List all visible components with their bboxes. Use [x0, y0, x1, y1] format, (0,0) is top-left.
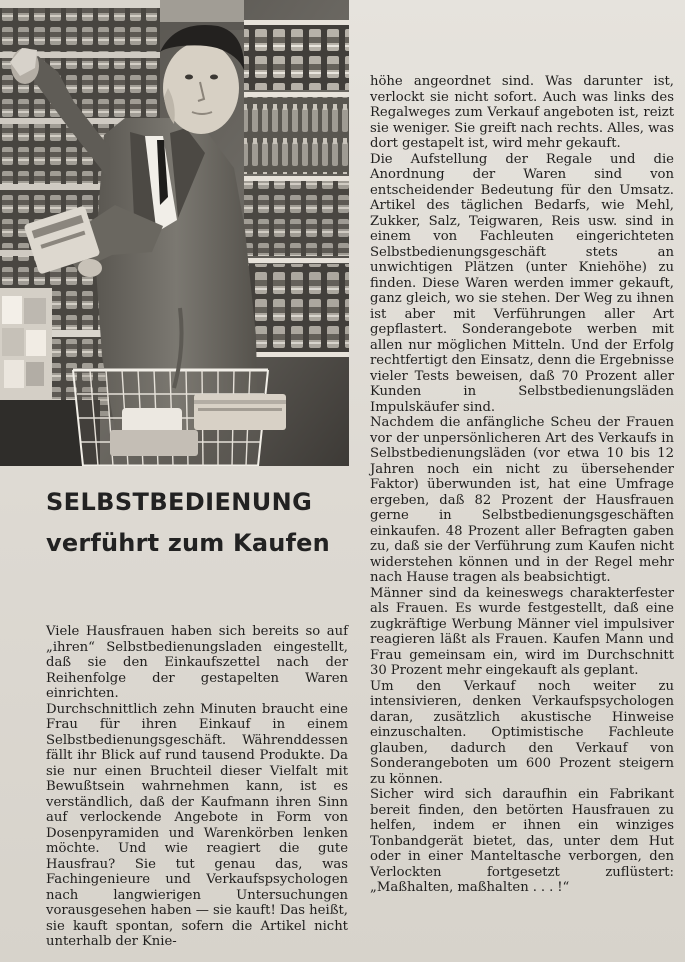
right-paragraph-6: Sicher wird sich daraufhin ein Fabrikant bereit finden, den betörten Hausfrauen zu helfen, indem er ihnen ein winziges Tonbandgerät bietet, das, unter dem Hut oder in einer Manteltasche verborgen, den Verlockten fortgesetzt zuflüstert: „Maßhalten, maßhalten . . . !“	[370, 787, 674, 895]
left-paragraph-2: Durchschnittlich zehn Minuten braucht eine Frau für ihren Einkauf in einem Selbstbedienungsgeschäft. Währenddessen fällt ihr Blick auf rund tausend Produkte. Da sie nur einen Bruchteil dieser Vielfalt mit Bewußtsein wahrnehmen kann, ist es verständlich, daß der Kaufmann ihren Sinn auf verlockende Angebote in Form von Dosenpyramiden und Warenkörben lenken möchte. Und wie reagiert die gute Hausfrau? Sie tut genau das, was Fachingenieure und Verkaufspsychologen nach langwierigen Untersuchungen vorausgesehen haben — sie kauft! Das heißt, sie kauft spontan, sofern die Artikel nicht unterhalb der Knie-	[46, 701, 348, 949]
headline-block	[46, 489, 356, 557]
right-paragraph-2: Die Aufstellung der Regale und die Anordnung der Waren sind von entscheidender Bedeutung für den Umsatz. Artikel des täglichen Bedarfs, wie Mehl, Zukker, Salz, Teigwaren, Reis usw. sind in einem von Fachleuten eingerichteten Selbstbedienungsgeschäft stets an unwichtigen Plätzen (unter Kniehöhe) zu finden. Diese Waren werden immer gekauft, ganz gleich, wo sie stehen. Der Weg zu ihnen ist aber mit Verführungen aller Art gepflastert. Sonderangebote werben mit allen nur möglichen Mitteln. Und der Erfolg rechtfertigt den Einsatz, denn die Ergebnisse vieler Tests beweisen, daß 70 Prozent aller Kunden in Selbstbedienungsläden Impulskäufer sind.	[370, 151, 675, 415]
right-paragraph-1: höhe angeordnet sind. Was darunter ist, verlockt sie nicht sofort. Auch was links des Regalweges zum Verkauf angeboten ist, reizt sie weniger. Sie greift nach rechts. Alles, was dort gestapelt ist, wird mehr gekauft.	[370, 74, 674, 151]
left-paragraph-1: Viele Hausfrauen haben sich bereits so auf „ihren“ Selbstbedienungsladen eingestellt, daß sie den Einkaufszettel nach der Reihenfolge der gestapelten Waren einrichten.	[46, 624, 348, 701]
left-text-column	[46, 624, 348, 950]
photo-illustration	[0, 0, 349, 466]
article-subheadline: verführt zum Kaufen	[46, 529, 330, 558]
supermarket-photo	[0, 0, 349, 466]
right-text-column	[370, 74, 674, 896]
right-paragraph-5: Um den Verkauf noch weiter zu intensivieren, denken Verkaufspsychologen daran, zusätzlich akustische Hinweise einzuschalten. Optimistische Fachleute glauben, dadurch den Verkauf von Sonderangeboten um 600 Prozent steigern zu können.	[370, 678, 674, 787]
right-paragraph-3: Nachdem die anfängliche Scheu der Frauen vor der unpersönlicheren Art des Verkaufs in Selbstbedienungsläden (vor etwa 10 bis 12 Jahren noch ein nicht zu übersehender Faktor) überwunden ist, hat eine Umfrage ergeben, daß 82 Prozent der Hausfrauen gerne in Selbstbedienungsgeschäften einkaufen. 48 Prozent aller Befragten gaben zu, daß sie der Verführung zum Kaufen nicht widerstehen können und in der Regel mehr nach Hause tragen als beabsichtigt.	[370, 415, 674, 585]
article-headline: SELBSTBEDIENUNG	[46, 488, 313, 516]
right-paragraph-4: Männer sind da keineswegs charakterfester als Frauen. Es wurde festgestellt, daß eine zugkräftige Werbung Männer viel impulsiver reagieren läßt als Frauen. Kaufen Mann und Frau gemeinsam ein, wird im Durchschnitt 30 Prozent mehr eingekauft als geplant.	[370, 585, 674, 678]
